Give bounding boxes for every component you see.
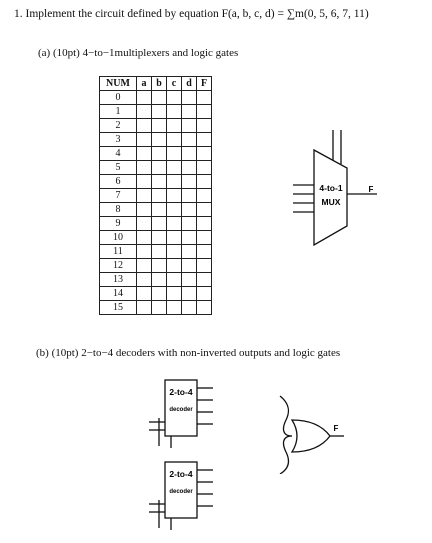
table-cell[interactable] (197, 287, 212, 301)
header-b: b (152, 77, 167, 91)
table-row (100, 189, 212, 203)
table-cell[interactable] (182, 189, 197, 203)
row-number: 2 (100, 119, 137, 133)
table-cell[interactable] (152, 301, 167, 315)
table-cell[interactable] (197, 91, 212, 105)
table-cell[interactable] (152, 245, 167, 259)
table-row (100, 231, 212, 245)
table-cell[interactable] (137, 119, 152, 133)
table-cell[interactable] (197, 189, 212, 203)
table-cell[interactable] (182, 147, 197, 161)
table-row (100, 161, 212, 175)
table-cell[interactable] (197, 231, 212, 245)
table-cell[interactable] (197, 161, 212, 175)
row-number: 12 (100, 259, 137, 273)
decoder-2-diagram (143, 460, 223, 532)
table-cell[interactable] (197, 175, 212, 189)
row-number: 6 (100, 175, 137, 189)
table-row (100, 273, 212, 287)
row-number: 10 (100, 231, 137, 245)
or-gate-output-label: F (333, 424, 339, 433)
decoder-1 (143, 378, 223, 450)
table-cell[interactable] (167, 105, 182, 119)
table-cell[interactable] (182, 161, 197, 175)
question-title: 1. Implement the circuit defined by equation F(a, b, c, d) = ∑m(0, 5, 6, 7, 11) (14, 8, 369, 20)
truth-table-header-row (100, 77, 212, 91)
table-row (100, 287, 212, 301)
decoder-2-label-line1: 2-to-4 (169, 469, 193, 479)
table-cell[interactable] (137, 273, 152, 287)
table-row (100, 147, 212, 161)
table-cell[interactable] (167, 259, 182, 273)
table-row (100, 203, 212, 217)
table-cell[interactable] (137, 147, 152, 161)
row-number: 3 (100, 133, 137, 147)
header-a: a (137, 77, 152, 91)
table-cell[interactable] (167, 203, 182, 217)
row-number: 4 (100, 147, 137, 161)
table-cell[interactable] (137, 301, 152, 315)
or-gate (272, 392, 354, 474)
row-number: 14 (100, 287, 137, 301)
table-cell[interactable] (152, 91, 167, 105)
table-cell[interactable] (197, 301, 212, 315)
table-cell[interactable] (167, 119, 182, 133)
table-cell[interactable] (197, 259, 212, 273)
table-cell[interactable] (152, 189, 167, 203)
table-cell[interactable] (167, 147, 182, 161)
table-cell[interactable] (167, 231, 182, 245)
table-cell[interactable] (152, 287, 167, 301)
table-cell[interactable] (152, 119, 167, 133)
row-number: 9 (100, 217, 137, 231)
table-cell[interactable] (182, 133, 197, 147)
table-cell[interactable] (182, 217, 197, 231)
mux-4-to-1 (285, 128, 395, 250)
row-number: 13 (100, 273, 137, 287)
table-cell[interactable] (197, 273, 212, 287)
table-cell[interactable] (167, 91, 182, 105)
table-cell[interactable] (152, 273, 167, 287)
table-cell[interactable] (137, 133, 152, 147)
mux-label-line2: MUX (321, 197, 341, 207)
table-cell[interactable] (182, 245, 197, 259)
table-cell[interactable] (137, 259, 152, 273)
row-number: 1 (100, 105, 137, 119)
row-number: 5 (100, 161, 137, 175)
table-cell[interactable] (152, 203, 167, 217)
table-cell[interactable] (137, 287, 152, 301)
table-cell[interactable] (182, 175, 197, 189)
table-cell[interactable] (167, 161, 182, 175)
header-f: F (197, 77, 212, 91)
table-cell[interactable] (182, 105, 197, 119)
table-row (100, 175, 212, 189)
row-number: 8 (100, 203, 137, 217)
table-cell[interactable] (137, 217, 152, 231)
table-cell[interactable] (167, 175, 182, 189)
table-cell[interactable] (167, 245, 182, 259)
mux-label-line1: 4-to-1 (319, 183, 343, 193)
table-cell[interactable] (167, 189, 182, 203)
part-a-label: (a) (10pt) 4−to−1multiplexers and logic gates (38, 47, 239, 59)
part-b-label: (b) (10pt) 2−to−4 decoders with non-inverted outputs and logic gates (36, 347, 341, 359)
table-cell[interactable] (197, 203, 212, 217)
row-number: 11 (100, 245, 137, 259)
table-cell[interactable] (137, 175, 152, 189)
table-cell[interactable] (182, 259, 197, 273)
table-cell[interactable] (182, 273, 197, 287)
header-num: NUM (100, 77, 137, 91)
table-cell[interactable] (152, 147, 167, 161)
table-cell[interactable] (137, 161, 152, 175)
or-gate-input-bracket (280, 396, 292, 474)
table-cell[interactable] (137, 91, 152, 105)
or-gate-diagram (272, 392, 354, 474)
truth-table (99, 76, 212, 315)
table-cell[interactable] (167, 133, 182, 147)
table-cell[interactable] (167, 217, 182, 231)
table-cell[interactable] (152, 231, 167, 245)
table-row (100, 91, 212, 105)
table-cell[interactable] (197, 119, 212, 133)
table-cell[interactable] (197, 147, 212, 161)
table-cell[interactable] (182, 301, 197, 315)
table-cell[interactable] (167, 273, 182, 287)
row-number: 7 (100, 189, 137, 203)
table-cell[interactable] (182, 91, 197, 105)
table-row (100, 245, 212, 259)
table-cell[interactable] (197, 245, 212, 259)
table-row (100, 133, 212, 147)
table-cell[interactable] (167, 301, 182, 315)
table-row (100, 217, 212, 231)
table-row (100, 259, 212, 273)
table-cell[interactable] (197, 105, 212, 119)
table-cell[interactable] (197, 133, 212, 147)
table-cell[interactable] (197, 217, 212, 231)
header-d: d (182, 77, 197, 91)
mux-output-label: F (368, 185, 374, 194)
table-cell[interactable] (182, 119, 197, 133)
decoder-2 (143, 460, 223, 532)
or-gate-body (292, 420, 330, 452)
table-cell[interactable] (152, 175, 167, 189)
table-cell[interactable] (182, 287, 197, 301)
table-cell[interactable] (137, 245, 152, 259)
table-cell[interactable] (152, 217, 167, 231)
table-cell[interactable] (152, 133, 167, 147)
table-cell[interactable] (167, 287, 182, 301)
row-number: 15 (100, 301, 137, 315)
table-cell[interactable] (152, 105, 167, 119)
table-cell[interactable] (137, 105, 152, 119)
header-c: c (167, 77, 182, 91)
table-cell[interactable] (182, 231, 197, 245)
row-number: 0 (100, 91, 137, 105)
table-cell[interactable] (182, 203, 197, 217)
decoder-1-label-line1: 2-to-4 (169, 387, 193, 397)
decoder-1-diagram (143, 378, 223, 450)
table-row (100, 105, 212, 119)
table-cell[interactable] (137, 203, 152, 217)
table-cell[interactable] (152, 259, 167, 273)
table-cell[interactable] (137, 189, 152, 203)
mux-diagram (285, 128, 395, 250)
table-cell[interactable] (137, 231, 152, 245)
decoder-2-label-line2: decoder (169, 489, 193, 495)
decoder-1-label-line2: decoder (169, 407, 193, 413)
table-cell[interactable] (152, 161, 167, 175)
table-row (100, 119, 212, 133)
table-row (100, 301, 212, 315)
